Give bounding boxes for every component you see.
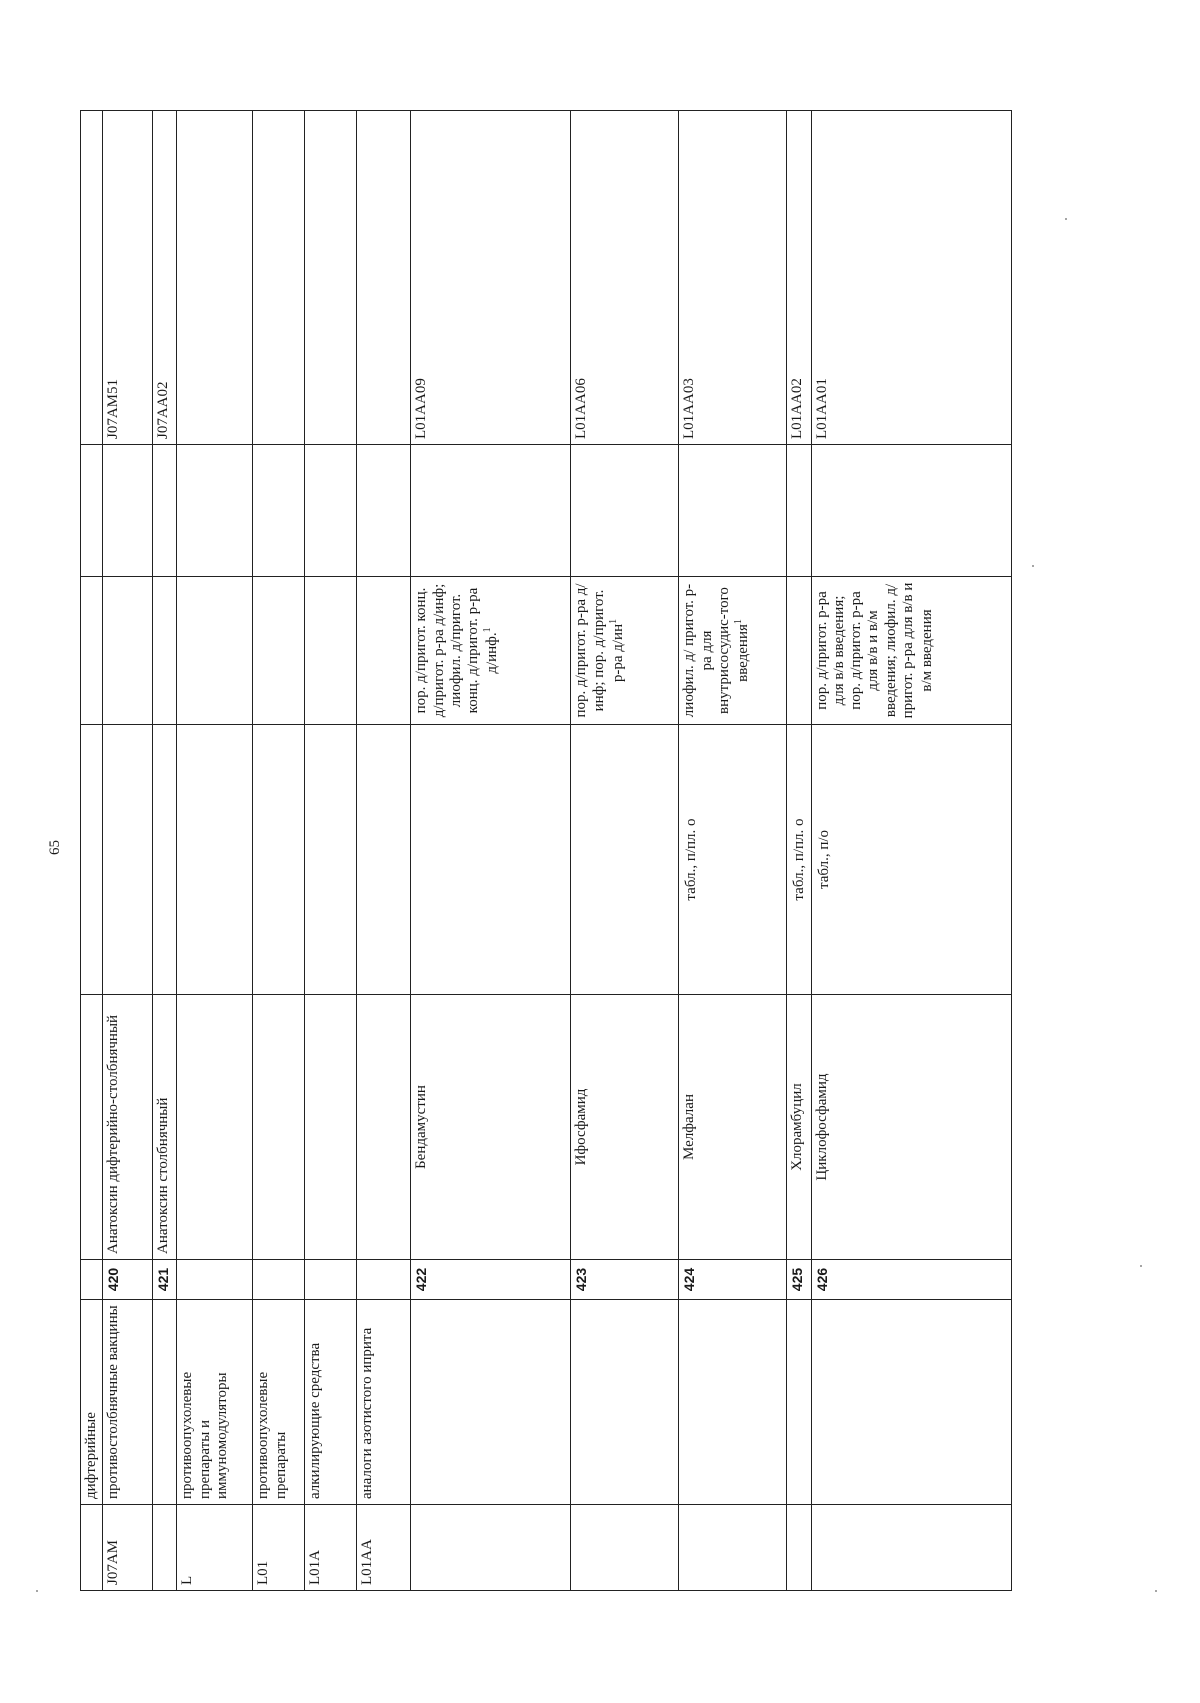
- row-number: [305, 1260, 357, 1300]
- extra-form: [81, 445, 103, 577]
- row-number: 420: [103, 1260, 153, 1300]
- atc-group-name: дифтерийные: [81, 1300, 103, 1505]
- row-number: 423: [571, 1260, 679, 1300]
- table-row: [411, 111, 571, 1591]
- drug-name: Циклофосфамид: [811, 995, 1011, 1260]
- drug-name: [81, 995, 103, 1260]
- atc-code: [177, 111, 253, 445]
- drug-name: [253, 995, 305, 1260]
- atc-code: L01AA01: [811, 111, 1011, 445]
- row-number: 422: [411, 1260, 571, 1300]
- row-number: [177, 1260, 253, 1300]
- table-row: [357, 111, 411, 1591]
- row-number: [357, 1260, 411, 1300]
- oral-form: [103, 725, 153, 995]
- parenteral-form: пор. д/пригот. р-ра для в/в введения; пор. д/пригот. р-ра для в/в и в/м введения; лиофил. д/пригот. р-ра для в/в и в/м введения: [811, 577, 1011, 725]
- extra-form: [253, 445, 305, 577]
- atc-group-code: [153, 1505, 177, 1591]
- atc-code: [305, 111, 357, 445]
- atc-code: J07AM51: [103, 111, 153, 445]
- atc-group-code: L01A: [305, 1505, 357, 1591]
- table-row: [571, 111, 679, 1591]
- table-row: [177, 111, 253, 1591]
- oral-form: [411, 725, 571, 995]
- row-number: 424: [679, 1260, 787, 1300]
- oral-form: [177, 725, 253, 995]
- atc-group-code: L: [177, 1505, 253, 1591]
- atc-group-name: аналоги азотистого иприта: [357, 1300, 411, 1505]
- extra-form: [305, 445, 357, 577]
- atc-group-name: алкилирующие средства: [305, 1300, 357, 1505]
- parenteral-form: [357, 577, 411, 725]
- extra-form: [679, 445, 787, 577]
- table-row: [253, 111, 305, 1591]
- scan-speck: [36, 1590, 38, 1592]
- atc-code: [357, 111, 411, 445]
- atc-code: J07AA02: [153, 111, 177, 445]
- atc-group-code: [81, 1505, 103, 1591]
- atc-group-code: [679, 1505, 787, 1591]
- extra-form: [787, 445, 811, 577]
- atc-code: L01AA09: [411, 111, 571, 445]
- row-number: 425: [787, 1260, 811, 1300]
- oral-form: табл., п/пл. о: [787, 725, 811, 995]
- scan-speck: [1140, 1265, 1142, 1267]
- drug-name: [357, 995, 411, 1260]
- oral-form: [153, 725, 177, 995]
- atc-group-code: J07AM: [103, 1505, 153, 1591]
- table-row: [679, 111, 787, 1591]
- atc-group-name: [411, 1300, 571, 1505]
- table-row: [81, 111, 103, 1591]
- drug-name: Бендамустин: [411, 995, 571, 1260]
- extra-form: [357, 445, 411, 577]
- atc-group-name: [679, 1300, 787, 1505]
- extra-form: [411, 445, 571, 577]
- atc-group-code: L01: [253, 1505, 305, 1591]
- atc-group-name: [811, 1300, 1011, 1505]
- oral-form: табл., п/пл. о: [679, 725, 787, 995]
- row-number: 426: [811, 1260, 1011, 1300]
- atc-group-name: противоопухолевые препараты: [253, 1300, 305, 1505]
- table-row: [787, 111, 811, 1591]
- atc-group-name: противоопухолевые препараты и иммуномодуляторы: [177, 1300, 253, 1505]
- rotated-table-container: [80, 111, 1120, 1591]
- atc-group-name: противостолбнячные вакцины: [103, 1300, 153, 1505]
- parenteral-form: [153, 577, 177, 725]
- oral-form: [305, 725, 357, 995]
- atc-group-name: [571, 1300, 679, 1505]
- oral-form: табл., п/о: [811, 725, 1011, 995]
- extra-form: [811, 445, 1011, 577]
- parenteral-form: лиофил. д/ пригот. р-ра для внутрисосудис-того введения$^1$: [679, 577, 787, 725]
- parenteral-form: [787, 577, 811, 725]
- atc-code: L01AA02: [787, 111, 811, 445]
- atc-group-code: [787, 1505, 811, 1591]
- drug-name: Анатоксин столбнячный: [153, 995, 177, 1260]
- extra-form: [571, 445, 679, 577]
- parenteral-form: [103, 577, 153, 725]
- atc-code: L01AA03: [679, 111, 787, 445]
- parenteral-form: [177, 577, 253, 725]
- atc-group-code: L01AA: [357, 1505, 411, 1591]
- parenteral-form: пор. д/пригот. р-ра д/инф; пор. д/пригот. р-ра $д/ин^1$: [571, 577, 679, 725]
- extra-form: [153, 445, 177, 577]
- atc-code: [253, 111, 305, 445]
- row-number: [253, 1260, 305, 1300]
- parenteral-form: [81, 577, 103, 725]
- page-number: 65: [47, 840, 63, 855]
- oral-form: [571, 725, 679, 995]
- atc-code: [81, 111, 103, 445]
- row-number: 421: [153, 1260, 177, 1300]
- atc-group-code: [811, 1505, 1011, 1591]
- scan-speck: [1155, 1590, 1157, 1592]
- table-row: [103, 111, 153, 1591]
- table-row: [305, 111, 357, 1591]
- parenteral-form: пор. д/пригот. конц. д/пригот. р-ра д/инф; лиофил. д/пригот. конц. д/пригот. р-ра д/инф.$^1$: [411, 577, 571, 725]
- extra-form: [103, 445, 153, 577]
- oral-form: [253, 725, 305, 995]
- drug-name: [177, 995, 253, 1260]
- extra-form: [177, 445, 253, 577]
- atc-group-code: [571, 1505, 679, 1591]
- drug-list-table: [80, 110, 1012, 1591]
- atc-group-name: [153, 1300, 177, 1505]
- atc-group-name: [787, 1300, 811, 1505]
- table-row: [811, 111, 1011, 1591]
- parenteral-form: [305, 577, 357, 725]
- drug-name: Ифосфамид: [571, 995, 679, 1260]
- drug-name: Анатоксин дифтерийно-столбнячный: [103, 995, 153, 1260]
- table-row: [153, 111, 177, 1591]
- drug-name: Мелфалан: [679, 995, 787, 1260]
- atc-group-code: [411, 1505, 571, 1591]
- atc-code: L01AA06: [571, 111, 679, 445]
- oral-form: [81, 725, 103, 995]
- oral-form: [357, 725, 411, 995]
- row-number: [81, 1260, 103, 1300]
- parenteral-form: [253, 577, 305, 725]
- drug-name: [305, 995, 357, 1260]
- drug-name: Хлорамбуцил: [787, 995, 811, 1260]
